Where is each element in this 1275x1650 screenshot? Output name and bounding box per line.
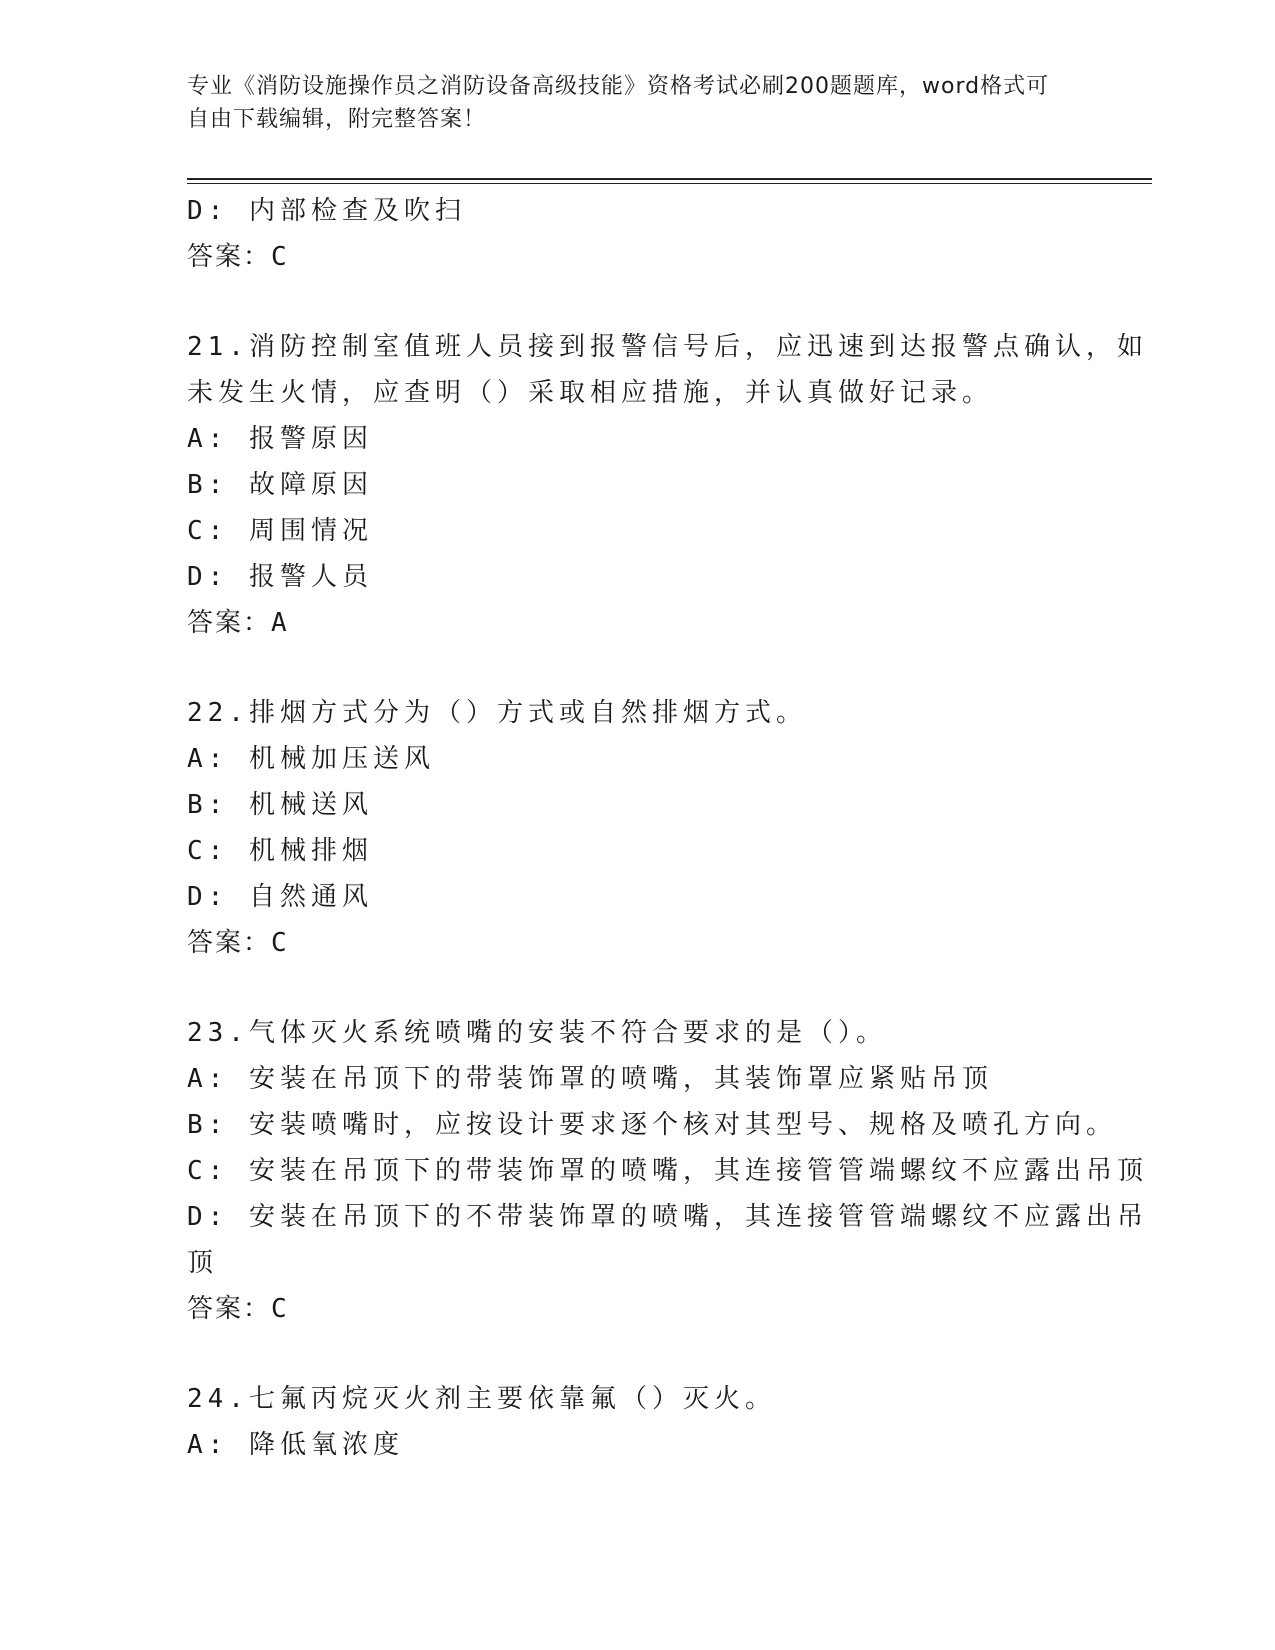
question-stem-cont: 未发生火情，应查明（）采取相应措施，并认真做好记录。 bbox=[187, 378, 994, 408]
option-b: B: 故障原因 bbox=[187, 470, 373, 500]
question-22 bbox=[187, 690, 1087, 966]
option-c: C: 安装在吊顶下的带装饰罩的喷嘴，其连接管管端螺纹不应露出吊顶 bbox=[187, 1156, 1148, 1186]
answer: 答案：C bbox=[187, 928, 289, 958]
option-a: A: 安装在吊顶下的带装饰罩的喷嘴，其装饰罩应紧贴吊顶 bbox=[187, 1064, 993, 1094]
question-21 bbox=[187, 324, 1148, 646]
answer: 答案：C bbox=[187, 1294, 289, 1324]
prev-answer: 答案：C bbox=[187, 242, 289, 272]
header-rule-thick bbox=[187, 178, 1152, 180]
option-d: D: 自然通风 bbox=[187, 882, 373, 912]
question-content bbox=[187, 188, 1148, 1468]
question-stem: 24.七氟丙烷灭火剂主要依靠氟（）灭火。 bbox=[187, 1384, 776, 1414]
header-text: 专业《消防设施操作员之消防设备高级技能》资格考试必刷200题题库，word格式可自由下载编辑，附完整答案！ bbox=[187, 74, 1050, 132]
option-b: B: 安装喷嘴时，应按设计要求逐个核对其型号、规格及喷孔方向。 bbox=[187, 1110, 1117, 1140]
option-d: D: 报警人员 bbox=[187, 562, 373, 592]
option-a: A: 报警原因 bbox=[187, 424, 373, 454]
question-24 bbox=[187, 1376, 1087, 1468]
answer: 答案：A bbox=[187, 608, 289, 638]
prev-option-d: D: 内部检查及吹扫 bbox=[187, 196, 466, 226]
header-rule-thin bbox=[187, 183, 1152, 184]
question-stem: 23.气体灭火系统喷嘴的安装不符合要求的是（）。 bbox=[187, 1018, 887, 1048]
question-stem: 22.排烟方式分为（）方式或自然排烟方式。 bbox=[187, 698, 807, 728]
question-23 bbox=[187, 1010, 1148, 1332]
question-stem: 21.消防控制室值班人员接到报警信号后，应迅速到达报警点确认，如 bbox=[187, 332, 1148, 362]
option-b: B: 机械送风 bbox=[187, 790, 373, 820]
option-a: A: 降低氧浓度 bbox=[187, 1430, 404, 1460]
option-c: C: 机械排烟 bbox=[187, 836, 373, 866]
option-a: A: 机械加压送风 bbox=[187, 744, 435, 774]
option-c: C: 周围情况 bbox=[187, 516, 373, 546]
option-d: D: 安装在吊顶下的不带装饰罩的喷嘴，其连接管管端螺纹不应露出吊 bbox=[187, 1202, 1148, 1232]
option-d-cont: 顶 bbox=[187, 1248, 219, 1278]
page-header bbox=[187, 70, 1067, 136]
